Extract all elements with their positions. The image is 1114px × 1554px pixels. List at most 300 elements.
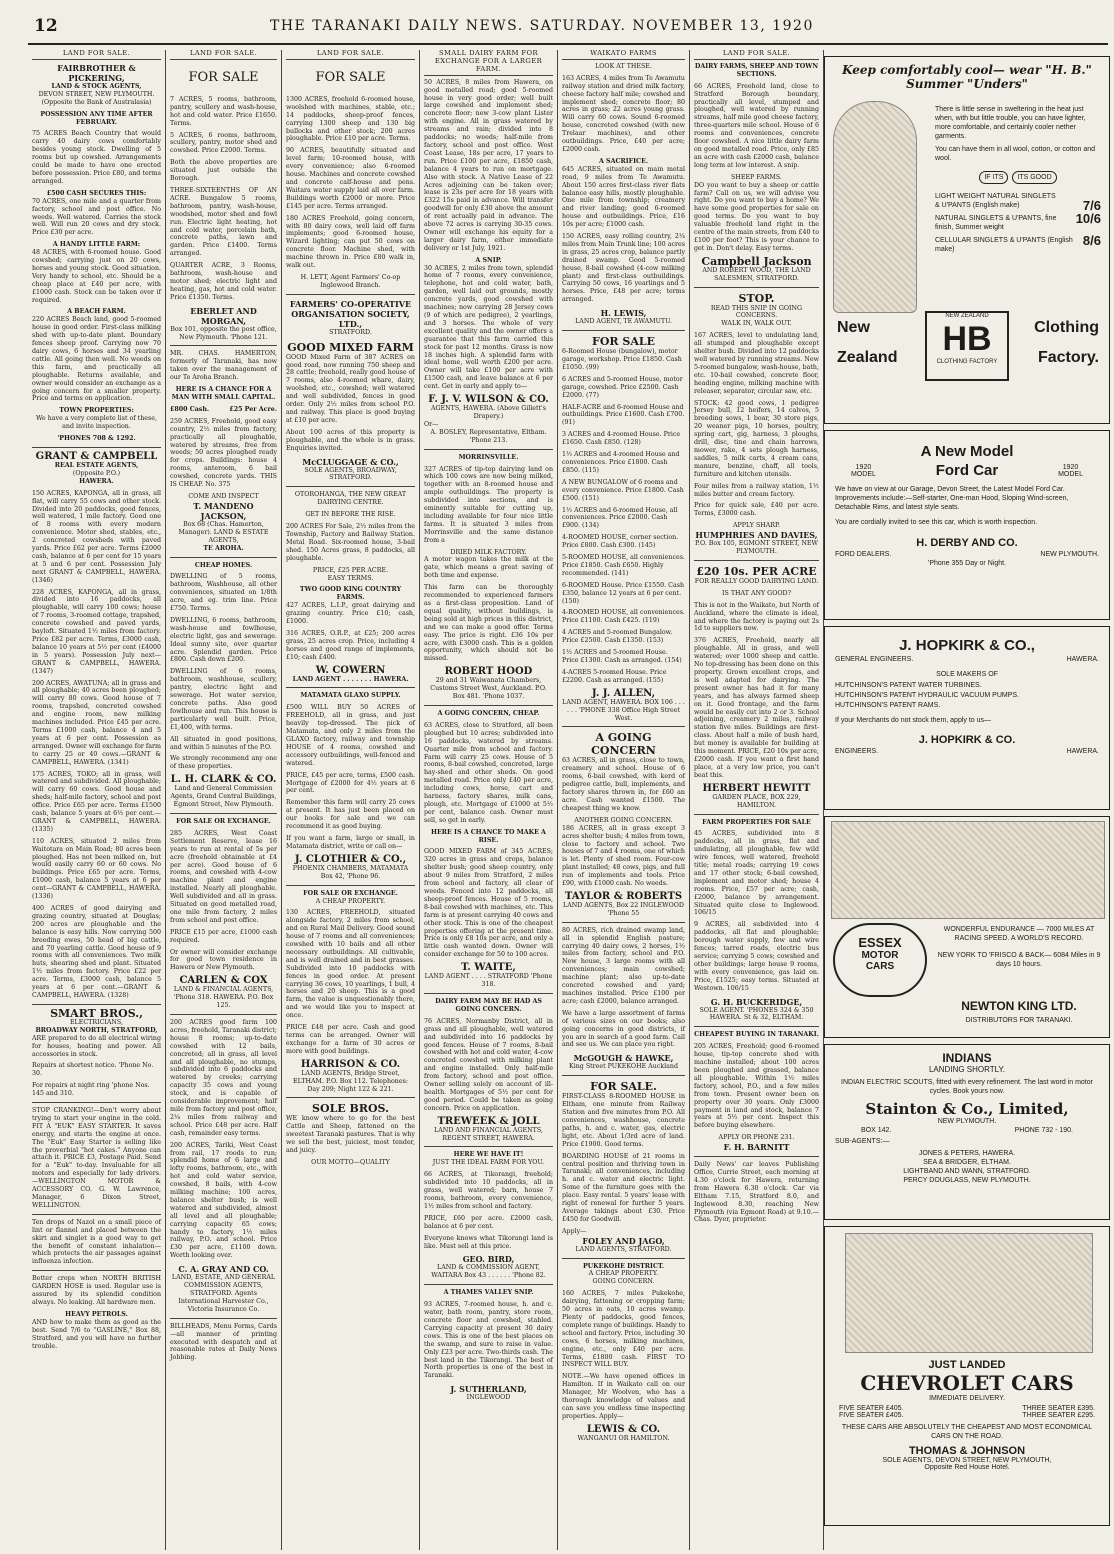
sub-agent: JONES & PETERS, HAWERA.: [918, 1150, 1016, 1157]
agent-address: LAND AND FINANCIAL AGENTS, REGENT STREET, HAWERA.: [434, 1126, 543, 1142]
agent-town: HAWERA.: [79, 477, 114, 485]
column-4: [420, 50, 558, 1550]
acre-price: £25 Per Acre.: [229, 405, 277, 413]
listing: 66 ACRES, Freehold land, close to Stratford Borough boundary, practically all level, stumped and ploughed, well watered by running streams, half mile good cheese factory, three-quarters mile school. House of 6 rooms and conveniences, concrete floor cowshed. A nice little dairy farm on good metalled road. Price, only £85 an acre with cash £2000 cash, balance long term at low interest. A snip.: [694, 82, 819, 169]
listing: This farm can be thoroughly recommended to experienced farmers as a first-class proposition. Land of equal quality, without buildings, is being sold at high prices in this district, and we can make a good offer. Terms easy. The price is right. £36 10s per acre, with £3000 cash. This is a golden opportunity, which should not be missed.: [424, 584, 553, 663]
listing: 645 ACRES, situated on main metal road, 9 miles from Te Awamutu. About 150 acres first-class river flats balance easy hills, mostly ploughable. One mile from township; creamery and river landing; good 6-roomed house and outbuildings. Price, £16 10s per acre; £1000 cash.: [562, 165, 685, 229]
logo-top: NEW ZEALAND: [945, 313, 989, 319]
divider: [286, 885, 415, 886]
price-row: [935, 233, 1101, 254]
agent-address: LAND & COMMISSION AGENT, WAITARA Box 43 . . . . . . 'Phone 82.: [431, 1264, 546, 1280]
headline: £500 CASH SECURES THIS:: [46, 189, 147, 197]
ad-headline: A New Model: [920, 443, 1014, 460]
ad-headline: Keep comfortably cool— wear "H. B." Summer "Unders": [842, 63, 1092, 91]
listing: STOP CRANKING!—Don't worry about trying to start your engine in the cold. FIT A "EUK" EASY STARTER. It saves energy, and starts the engine at once. The "Euk" Easy Starter is selling like the proverbial "hot cakes." Anyone can attach it. PRICE £3, Postage Paid. Send for a "Euk" to-day. Invaluable for all motors and especially for lady drivers.—WELLINGTON MOTOR & ACCESSORY CO. G. W. Lawrence, Manager, 6 Dixon Street, WELLINGTON.: [32, 1107, 161, 1209]
listing: GOOD MIXED FARM of 345 ACRES; 320 acres in grass and crops, balance shelter bush; good sheep country, only about 9 miles from Stratford, 2 miles from school and factory, all clear of weeds. Fenced into 12 paddocks, all sheep-proof fences. House of 5 rooms, 8-bail cowshed with machines, etc. This farm is at present carrying 40 cows and other stock. This is one of the cheapest properties offering at the present time. Price is only £8 10s per acre, and only a little cash wanted down. Owner will consider exchange for 50 to 100 acres.: [424, 848, 553, 959]
listing: 30 ACRES, 2 miles from town, splendid home of 7 rooms, every convenience, telephone, hot and cold water, bath, garden, well laid out grounds, mostly concrete yards, good cowshed with machines; now carrying 28 Jersey cows (9 of which are pedigree), 2 yearlings, and 3 horses. The whole of very excellent quality and the owner offers a guarantee that this farm carried this stock for past 12 months. Grass is now 18 inches high. A splendid farm with ideal home, well worth £200 per acre. Owner will take £100 per acre with £1500 cash, and leave balance at 6 per cent. Get in early and apply to—: [424, 264, 553, 391]
column-header: SMALL DAIRY FARM FOR EXCHANGE FOR A LARGER FARM.: [424, 50, 553, 76]
agent-name: TAYLOR & ROBERTS: [564, 890, 683, 902]
agent-address: DEVON STREET, NEW PLYMOUTH. (Opposite the Bank of Australasia): [38, 90, 155, 106]
ad-text: THESE CARS ARE ABSOLUTELY THE CHEAPEST AND MOST ECONOMICAL CARS ON THE ROAD.: [841, 1424, 1093, 1440]
agent-name: L. H. CLARK & CO.: [170, 774, 277, 786]
agent-name: McCLUGGAGE & CO.,: [302, 456, 399, 467]
listing: NOTE.—We have opened offices in Hamilton. If in Waikato call on our Manager, Mr Woolven, who has a thorough knowledge of values and can save you endless time inspecting properties. Apply—: [562, 1373, 685, 1420]
agent-address: 29 and 31 Waiwanata Chambers, Customs Street West, Auckland. P.O. Box 481. 'Phone 1037.: [430, 677, 547, 701]
listing: 400 ACRES of good dairying and grazing country, situated at Douglas; 200 acres are ploughable and the balance is easy hills. Now carrying 500 breeding ewes, 50 head of big cattle, and 70 yearling cattle. Good house of 9 rooms with all conveniences. Two milk huts, shearing shed and plant. Situated 1½ miles from factory. Price £22 per acre. Terms, £3000 cash, balance 5 years at 6 per cent.—GRANT & CAMPBELL, HAWERA. (1328): [32, 905, 161, 999]
price-row: [839, 1412, 1095, 1419]
headline: GOOD MIXED FARM: [287, 340, 414, 354]
divider: [170, 1014, 277, 1015]
ad-text: INDIAN ELECTRIC SCOUTS, fitted with every refinement. The last word in motor cycles. Book yours now.: [841, 1079, 1093, 1095]
listing: 327 ACRES of tip-top dairying land on which 100 cows are now being milked, together with an 8-roomed house and ample outbuildings. The property is subdivided into sections, and is eminently suitable for cutting up, including available for four nice little farms. It is situated 3 miles from Morrinsville and the same distance from a: [424, 465, 553, 544]
listing: 316 ACRES, O.R.P., at £25; 200 acres grass, 25 acres crop. Price, including 4 horses and good range of implements, £10; cash £400.: [286, 629, 415, 661]
hb-unders-ad: [824, 56, 1110, 424]
headline: HERE IS A CHANCE FOR A MAN WITH SMALL CAPITAL.: [171, 386, 276, 401]
agent-name: McGOUGH & HAWKE,: [573, 1053, 674, 1064]
headline: CHEAP HOMES.: [194, 561, 253, 569]
listing: Or owner will consider exchange for good town residence in Hawera or New Plymouth.: [170, 948, 277, 972]
divider: [562, 1258, 685, 1259]
column-6: [690, 50, 824, 1550]
listing: 4-ACRES 5-roomed House. Price £2200. Cash as arranged. (155): [562, 668, 667, 684]
listing: 1300 ACRES, freehold 6-roomed house, woolshed with machines, stable, etc.; 14 paddocks, sheep-proof fences, carrying 1300 sheep and 130 big bullocks and other stock; 200 acres ploughable. Price £10 per acre. Terms.: [286, 95, 415, 143]
firm-name: THOMAS & JOHNSON: [908, 1445, 1026, 1457]
listing: 6-ROOMED House. Price £1550. Cash £350, balance 12 years at 6 per cent. (150): [562, 581, 685, 605]
listing: We strongly recommend any one of these properties.: [170, 755, 277, 771]
agent-address: (Opposite P.O.): [72, 469, 121, 477]
sub-agent: LIGHTBAND AND WANN, STRATFORD.: [903, 1168, 1031, 1175]
listing: 150 ACRES, easy rolling country, 2¼ miles from Main Trunk line; 100 acres in grass, 25 acres crop, balance partly drained swamp. Good 5-roomed house, 8-bail cowshed (4-cow milking plant) and first-class outbuildings. Carrying 50 cows, 16 yearlings and 5 horses. Price, £48 per acre; terms arranged.: [562, 233, 685, 304]
headline: HERE IS A CHANCE TO MAKE A RISE.: [431, 828, 546, 844]
listing: 66 ACRES, at Tikorangi, freehold; subdivided into 10 paddocks, all in grass, well watered; barn, house 7 rooms, bathroom, every convenience, 1½ miles from school and factory.: [424, 1171, 553, 1210]
headline: STOP.: [738, 291, 775, 305]
logo-word: CARS: [865, 961, 895, 972]
headline: HEAVY PETROLS.: [65, 1310, 128, 1318]
agent-name: FOLEY AND JAGO,: [582, 1235, 665, 1246]
headline: FOR SALE OR EXCHANGE.: [303, 889, 398, 897]
agent-address: LAND AGENTS, STRATFORD.: [575, 1245, 672, 1253]
listing: About 100 acres of this property is ploughable, and the whole is in grass. Enquiries invited.: [286, 428, 415, 452]
ad-headline: CHEVROLET CARS: [860, 1371, 1074, 1395]
agent-sub: REAL ESTATE AGENTS,: [54, 461, 139, 469]
listing: FIRST-CLASS 8-ROOMED HOUSE in Eltham, one minute from Railway Station and five minutes from P.O. All conveniences, washhouse, concrete paths, h. and c. water, gas, electric light, etc. About 1/3rd acre of land. Price £1900. Good terms.: [562, 1093, 685, 1148]
ad-subhead: LANDING SHORTLY.: [928, 1065, 1006, 1074]
listing: DWELLING of 5 rooms, bathroom, Washhouse, all other conveniences, situated on 1/8th acre, and eg. trim line. Price £750. Terms.: [170, 573, 277, 613]
headline: ANOTHER GOING CONCERN.: [574, 816, 673, 824]
listing: ARE prepared to do all electrical wiring for houses, heating and power. All accessories in stock.: [32, 1034, 161, 1058]
cash-price: £800 Cash.: [170, 405, 210, 413]
listing: This is not in the Waikato, but North of Auckland, where the climate is ideal, and where the factory is paying out 2s 1d to suppliers now.: [694, 601, 819, 633]
divider: [562, 1075, 685, 1076]
listing: 80 ACRES, rich drained swamp land, all in splendid English pasture; carrying 40 dairy cows, 2 horses, 1½ miles from factory, school and P.O. New house, 3 large rooms with all conveniences; main cowshed; machine plant; also up-to-date concreted cowshed and yard; machines installed. Price £100 per acre; cash £2000, balance arranged.: [562, 926, 685, 1005]
agent-name: LEWIS & CO.: [586, 1423, 661, 1435]
year-block: [1058, 464, 1083, 478]
agent-address: SOLE AGENTS, BROADWAY, STRATFORD.: [304, 466, 397, 482]
listing: 70 ACRES, one mile and a quarter from factory, school and post office. No weeds. Well watered. Carries the stock well. Will run 20 cows and dry stock. Price £30 per acre.: [32, 197, 161, 237]
logo-bottom: CLOTHING FACTORY: [936, 359, 998, 365]
listing: 180 ACRES Freehold, going concern, with 80 dairy cows, well laid off farm implements; good 6-roomed house, Wizard lighting; can put 50 cows on concrete floor. Machine shed, with machine thrown in. Price £80 walk in, walk out.: [286, 214, 415, 270]
logo-word: MOTOR: [861, 950, 899, 961]
price-item: CELLULAR SINGLETS & U'PANTS (English make): [935, 237, 1073, 253]
listing: Daily News' car leaves Publishing Office, Currie Street, each morning at 4.30 o'clock for Hawera, returning from Hawera 6.30 o'clock. Car via Eltham 7.15, Stratford 8.0, and Inglewood 8.30, reaching New Plymouth (via Egmont Road) at 9.10.—Chas. Dyer, proprietor.: [694, 1161, 819, 1224]
agent-address: LAND AGENT . . . . . . . HAWERA.: [292, 675, 409, 683]
listing: 3 ACRES and 4-roomed House. Price £1650. Cash £850. (128): [562, 431, 681, 447]
agent-name: CARLEN & COX: [179, 975, 268, 987]
badge-right: ITS GOOD: [1012, 171, 1056, 184]
firm-address: Opposite Red House Hotel.: [924, 1464, 1010, 1471]
listing: We have a large assortment of farms of various sizes on our books; also going concerns in good districts, if you are in search of a good farm. Call and see us. We can place you right.: [562, 1009, 685, 1049]
listing: 76 ACRES, Normanby District, all in grass and all ploughable, well watered and subdivided into 16 paddocks by good fences. House of 7 rooms, 8-bail cowshed with hot and cold water, 4-cow concreted cowshed with milking plant and engine installed. Only half-mile from factory, school and post office. Owner selling solely on account of ill-health. Mortgages of 5½ per cent for good period. Could be taken as going concern. Price on application.: [424, 1017, 553, 1112]
firm-name: J. HOPKIRK & CO.: [918, 734, 1016, 746]
listing: 285 ACRES, West Coast Settlement Reserve, lease 16 years to run at rental of 5s per acre (freehold obtainable at £4 per acre). Good house of 6 rooms, and cowshed with 4-cow machine plant and engine installed. Nearly all ploughable. Well subdivided and all in grass. Situated on good metalled road, one mile from factory, 2 miles from school and post office.: [170, 829, 277, 924]
divider: [32, 1004, 161, 1005]
agent-name: J. CLOTHIER & CO.,: [294, 853, 407, 865]
agent-sub: LAND & STOCK AGENTS,: [51, 82, 142, 90]
divider: [562, 922, 685, 923]
divider: [694, 287, 819, 288]
ad-body: [935, 105, 1101, 254]
ad-text: We have on view at our Garage, Devon Street, the Latest Model Ford Car. Improvements include:—Self-starter, One-man Hood, Sloping Wind-screen, Detachable Rims, and latest style seats.: [835, 486, 1069, 511]
divider: [424, 1146, 553, 1147]
product-line: HUTCHINSON'S PATENT HYDRAULIC VACUUM PUMPS.: [835, 692, 1020, 699]
listing: Four miles from a railway station, 1½ miles butter and cream factory.: [694, 482, 819, 498]
ford-car-ad: [824, 430, 1110, 620]
divider: [424, 705, 553, 706]
advertisement-column: [824, 56, 1110, 1550]
listing: 45 ACRES, subdivided into 8 paddocks, all in grass, flat and undulating, all ploughable, few wild wire fences, well watered, freehold title; metal roads; carrying 19 cows and 17 other stock; 6-bail cowshed, implement and motor shed; house 4 rooms. Price, £57 per acre; cash, £2000, balance by arrangement. Situated quite close to Inglewood. 106/15: [694, 830, 819, 917]
essex-logo: [833, 923, 927, 997]
headline: DAIRY FARMS, SHEEP AND TOWN SECTIONS.: [694, 62, 819, 78]
agent-name: GEO. BIRD,: [462, 1254, 515, 1265]
apply-line: APPLY OR PHONE 231.: [718, 1134, 795, 1142]
column-2: [166, 50, 282, 1550]
ad-word: Clothing: [1034, 319, 1099, 336]
agent-address: A. BOSLEY, Representative, Eltham. 'Phone 213.: [430, 428, 547, 444]
ad-word: New: [837, 319, 870, 336]
listing: DWELLING, 6 rooms, bathroom, wash-house and fowlhouse, electric light, gas and sewerage. Ideal sunny site, over quarter acre. Splendid garden. Price £800. Cash down £200.: [170, 616, 277, 664]
headline: FOR SALE.: [590, 1080, 657, 1094]
listing: 175 ACRES, TOKO; all in grass, well watered and subdivided. All ploughable; will carry 60 cows. Good house and sheds; half-mile factory, school and post office. Price £65 per acre. Terms £1500 cash, balance 5 years at 6½ per cent.—GRANT & CAMPBELL, HAWERA. (1335): [32, 770, 161, 833]
firm-town: HAWERA.: [1066, 656, 1099, 663]
listing: 63 ACRES, all in grass, close to town, creamery and school. House of 6 rooms, 6-bail cowshed, with kerd of pedigree cattle, bull, implements, and factory shares thrown in, for £60 an acre. Cash wanted £1500. The cheapest thing we know.: [562, 757, 685, 812]
listing: 4-ROOMED HOUSE, corner section. Price £800. Cash £300. (145): [562, 534, 679, 550]
ad-headline: JUST LANDED: [928, 1359, 1006, 1371]
divider: [694, 1026, 819, 1027]
headline: POSSESSION ANY TIME AFTER FEBRUARY.: [40, 110, 153, 126]
agent-address: LAND AGENTS, Bridge Street, ELTHAM. P.O. Box 112. Telephones: Day 209; Night 122 & 221.: [293, 1069, 408, 1093]
terms-line: EASY TERMS.: [327, 574, 374, 582]
hb-badge: [935, 171, 1101, 184]
headline: HERE WE HAVE IT!: [453, 1151, 524, 1159]
listing: 200 ACRES For Sale, 2½ miles from the Township, Factory and Railway Station. Metal Road. Six-roomed house, 3-bail shed. 150 Acres grass, 8 paddocks, all ploughable.: [286, 523, 415, 562]
touring-car-illustration: [831, 821, 1105, 919]
headline: A CHEAP PROPERTY.: [315, 897, 386, 905]
listing: STOCK: 42 good cows, 1 pedigree Jersey bull, 12 heifers, 14 calves, 5 breeding sows, 1 boar, 30 store pigs, 20 weaner pigs, 10 horses, poultry, spring cart, gig, harness, 3 ploughs, drill, disc, tine and chain harrows, mower, rake, 4 sets plough harness, saddles, 5 milk carts, 4 cream cans, manure, benzine, chaff, all tools, furniture and kitchen utensils.: [694, 399, 819, 478]
listing: 5 ACRES, 6 rooms, bathroom, scullery, pantry, motor shed and cowshed. Price £2000. Terms.: [170, 131, 277, 155]
sub-agents-list: [831, 1149, 1103, 1185]
dealer-town: NEW PLYMOUTH.: [1040, 551, 1099, 558]
divider: [170, 345, 277, 346]
divider: [170, 813, 277, 814]
divider: [286, 294, 415, 295]
agent-name: H. LEWIS,: [600, 308, 647, 319]
agent-name: HERBERT HEWITT: [702, 782, 811, 794]
agent-or: Or—: [424, 420, 439, 428]
dealer-label: FORD DEALERS.: [835, 551, 892, 558]
divider: [32, 1102, 161, 1103]
headline: MORRINSVILLE.: [458, 453, 519, 461]
headline: PUKEKOHE DISTRICT.: [582, 1262, 665, 1270]
agent-name: C. A. GRAY AND CO.: [178, 1264, 269, 1275]
firm-row: [835, 656, 1099, 663]
agent-address: Land and General Commission Agents, Grand Central Buildings, Egmont Street, New Plymouth.: [170, 785, 277, 809]
headline: A CHEAP PROPERTY.: [588, 1270, 659, 1278]
headline: READ THIS SNIP IN GOING CONCERNS.: [710, 304, 803, 320]
page-number: 12: [34, 16, 58, 36]
firm-label: ENGINEERS.: [835, 748, 879, 755]
column-header: LAND FOR SALE.: [32, 50, 161, 60]
agent-name: W. COWERN: [315, 664, 386, 676]
price-item: THREE SEATER £395.: [1022, 1405, 1095, 1412]
listing: MR. CHAS. HAMERTON, formerly of Taranaki, has now taken over the management of our Te Aroha Branch.: [170, 350, 277, 382]
listing: THREE-SIXTEENTHS OF AN ACRE. Bungalow 5 rooms, bathroom, pantry, wash-house, woodshed, motor shed and fowl run. Electric light heating, hot and cold water, porcelain bath, concrete paths, lawn and garden. Price £1400. Terms arranged.: [170, 186, 277, 258]
listing: 163 ACRES, 4 miles from Te Awamutu railway station and dried milk factory, cheese factory half mile; cowshed and implement shed; concrete floor; 80 acres in grass; 22 acres young grass. Will carry 60 cows. Sound 6-roomed house, concreted cowshed (with new Trelaar machines), and other outbuildings. Price, £40 per acre; £2000 cash.: [562, 74, 685, 153]
indian-motorcycle-ad: [824, 1044, 1110, 1220]
headline: TWO GOOD KING COUNTRY FARMS.: [299, 586, 402, 602]
agent-address: SOLE AGENT. 'PHONES 324 & 350 HAWERA. St & 32, ELTHAM.: [699, 1006, 814, 1022]
agent-address: LAND AGENT . . . . STRATFORD 'Phone 318.: [424, 973, 553, 989]
listing: 259 ACRES, Freehold, good easy country, 2½ miles from factory, practically all ploughable, watered by streams, free from weeds; 50 acres ploughed ready for crops. Buildings: house 4 rooms, anteroom, 6 bail cowshed, concrete yards. THIS IS CHEAP. No. 375: [170, 417, 277, 489]
ad-text: SOLE MAKERS OF: [936, 671, 998, 678]
agent-name: G. H. BUCKERIDGE,: [710, 996, 803, 1007]
price-item: & U'PANTS (English make): [935, 202, 1020, 209]
listing: 93 ACRES, 7-roomed house, h. and c. water, bath room, pantry, store room, concrete floor and cowshed, stabled. Carrying capacity at present 30 dairy cows. This is one of the best places on the swamp, and sure to raise in value. Only £23 per acre. Two-thirds cash. The best land in the Tikorangi. The best of North properties is one of the best in Taranaki.: [424, 1301, 553, 1380]
ad-text: If your Merchants do not stock them, apply to us—: [835, 717, 992, 724]
headline: A THAMES VALLEY SNIP.: [443, 1289, 534, 1297]
divider: [32, 1214, 161, 1215]
chevrolet-car-illustration: [845, 1233, 1093, 1353]
listing: 200 ACRES, Tariki, West Coast from rail, 17 roods to run; splendid home of 6 large and lofty rooms, bathroom, etc., with hot and cold water service, cowshed, 8 bails, with 4-cow milking machine; 100 acres, balance shelter bush; is well watered and subdivided, almost all level and all ploughable; carrying capacity 65 cows; handy to factory, 1½ miles railway, P.O. and school. Price £30 per acre, £1100 down. Worth looking over.: [170, 1141, 277, 1260]
ad-word: Zealand: [837, 349, 898, 366]
divider: [286, 687, 415, 688]
divider: [424, 993, 553, 994]
column-header: LAND FOR SALE.: [694, 50, 819, 60]
divider: [32, 447, 161, 448]
price-line: LIGHT WEIGHT NATURAL SINGLETS: [935, 193, 1056, 200]
listing: We have a very complete list of these, and invite inspection.: [36, 415, 157, 431]
listing: Both the above properties are situated just outside the Borough.: [170, 159, 277, 183]
listing: 4-ROOMED HOUSE, all conveniences. Price £1100. Cash £425. (119): [562, 609, 685, 625]
agent-address: GARDEN PLACE, BOX 229, HAMILTON.: [712, 793, 801, 809]
ad-text: IMMEDIATE DELIVERY.: [929, 1395, 1005, 1402]
divider: [424, 449, 553, 450]
firm-label: GENERAL ENGINEERS.: [835, 656, 914, 663]
firm-town: NEW PLYMOUTH.: [937, 1118, 997, 1125]
listing: 1½ ACRES and 5-roomed House. Price £1300. Cash as arranged. (154): [562, 649, 682, 664]
listing: 1½ ACRES and 6-roomed House, all conveniences. Price £2000. Cash £900. (134): [562, 506, 678, 530]
agent-town: WANGANUI OR HAMILTON.: [577, 1434, 670, 1442]
listing: Ten drops of Nazol on a small piece of lint or flannel and placed between the skirt and singlet is a good way to get the benefit of constant inhalation—which protects the air passages against influenza infection.: [32, 1218, 161, 1266]
divider: [562, 726, 685, 727]
headline: DRIED MILK FACTORY.: [450, 548, 527, 556]
agent-address: AND ROBERT WOOD, THE LAND SALESMEN, STRATFORD.: [702, 266, 811, 282]
column-5: [558, 50, 690, 1550]
ad-text: WONDERFUL ENDURANCE — 7000 MILES AT RACING SPEED. A WORLD'S RECORD.: [943, 926, 1095, 942]
distributor-label: DISTRIBUTORS FOR TARANAKI.: [965, 1017, 1073, 1024]
agent-name: ROBERT HOOD: [444, 666, 533, 678]
headline: SHEEP FARMS.: [731, 173, 782, 181]
price-item: FIVE SEATER £405.: [839, 1405, 904, 1412]
agent-address: LAND, ESTATE, AND GENERAL COMMISSION AGENTS, STRATFORD. Agents International Harvester Co., Victoria Insurance Co.: [171, 1274, 276, 1313]
listing: 186 ACRES, all in grass except 3 acres shelter bush; 4 miles from town, close to factory and school. Two houses of 7 and 4 rooms, one of which is let. Plenty of shed room. Four-cow plant installed; 48 cows, pigs, and full run of implements and tools. Price £90, with £1000 cash. No weeds.: [562, 824, 685, 888]
headline: LOOK AT THESE.: [595, 62, 652, 70]
divider: [694, 1156, 819, 1157]
listing: 200 ACRES good farm 100 acres, freehold, Taranaki district; house 8 rooms; up-to-date cowshed with 12 bails, concreted; all in grass, all level and all ploughable, no stumps, subdivided into 6 paddocks and watered by creeks; carrying capacity 35 cows and young stock, and is capable of considerable improvement; half mile from factory and post office, 2¼ miles from railway and school. Price £48 per acre. Half cash, remainder easy terms.: [170, 1019, 277, 1137]
ad-headline: Ford Car: [935, 462, 999, 479]
price-row: [935, 198, 1101, 213]
ad-text: You can have them in all wool, cotton, or cotton and wool.: [935, 146, 1096, 162]
headline: A SNIP.: [475, 256, 502, 264]
phone-line: 'PHONES 708 & 1292.: [57, 435, 136, 443]
sub-agent: PERCY DOUGLASS, NEW PLYMOUTH.: [903, 1177, 1031, 1184]
headline: DAIRY FARM MAY BE HAD AS GOING CONCERN.: [435, 997, 542, 1013]
headline: A GOING CONCERN, CHEAP.: [437, 709, 540, 717]
headline: MATAMATA GLAXO SUPPLY.: [300, 692, 401, 700]
listing: 205 ACRES, Freehold; good 6-roomed house, tip-top concrete shed with machine installed; about 100 acres been ploughed and grassed, balance all ploughable. Within 1½ miles factory, school, P.O., and a few miles from town. Present owner been on property over 30 years. Only £3000 payment in land and stock, balance 7 years at 5½ per cent. Inspect this before buying elsewhere.: [694, 1043, 819, 1130]
agent-town: STRATFORD.: [329, 328, 372, 336]
headline: JUST THE IDEAL FARM FOR YOU.: [432, 1159, 545, 1167]
listing: For repairs at night ring 'phone Nos. 145 and 310.: [32, 1082, 150, 1098]
motto: OUR MOTTO—QUALITY: [311, 1158, 390, 1166]
ad-word: Factory.: [1037, 349, 1099, 366]
agent-town: INGLEWOOD: [466, 1394, 511, 1402]
price-row: [935, 211, 1101, 232]
listing: AND how to make them as good as the best. Send 7/6 to "GASLINE," Box 88, Stratford, and you will have no further trouble.: [32, 1318, 161, 1350]
hb-logo: [925, 311, 1009, 381]
agent-name: T. WAITE,: [461, 962, 516, 974]
agent-sub: ELECTRICIANS,: [69, 1018, 124, 1026]
agent-name: H. LETT, Agent Farmers' Co-op Inglewood Branch.: [300, 273, 401, 289]
listing: 150 ACRES, KAPONGA, all in grass, all flat, will carry 55 cows and other stock. Divided into 20 paddocks, good fences, well watered, 1 mile factory. Good one of 8 rooms with every modern convenience. Motor shed, stables, etc., 2 concreted cowsheds with paved yards. Price £62 per acre. Terms £2000 cash, balance at 6 per cent for 15 years at 5 and 6 per cent. Possession July next GRANT & CAMPBELL, HAWERA. (1346): [32, 489, 161, 584]
newspaper-title: THE TARANAKI DAILY NEWS. SATURDAY. NOVEMBER 13, 1920: [270, 18, 814, 34]
firm-town: HAWERA.: [1066, 748, 1099, 755]
headline: OTOROHANGA, THE NEW GREAT DAIRYING CENTRE.: [294, 491, 407, 507]
sub-agent: SEA & BRIDGER, ELTHAM.: [923, 1159, 1011, 1166]
headline: TOWN PROPERTIES:: [59, 407, 134, 415]
product-line: HUTCHINSON'S PATENT RAMS.: [835, 702, 941, 709]
headline: FOR REALLY GOOD DAIRYING LAND.: [694, 577, 819, 585]
price-row: [170, 406, 277, 414]
listing: A NEW BUNGALOW of 6 rooms and every convenience. Price £1800. Cash £500. (151): [562, 478, 684, 502]
divider: [694, 814, 819, 815]
listing: 220 ACRES Beach land, good 5-roomed house in good order. First-class milking shed with up-to-date plant. Boundary fences sheep proof. Carrying now 70 dairy cows, 6 horses and 34 yearling cattle. All going then well. No weeds on this farm, and practically all ploughable. Returns available, and owner would consider an exchange as a going concern for a smaller property. Price and terms on application.: [32, 316, 161, 403]
masthead-rule: [28, 43, 1108, 45]
product-line: HUTCHINSON'S PATENT WATER TURBINES.: [835, 682, 982, 689]
agent-address: P.O. Box 105, EGMONT STREET, NEW PLYMOUTH.: [694, 540, 818, 556]
listing: Remember this farm will carry 25 cows at present. It has just been placed on our books for sale and we can recommend it as good buying.: [286, 799, 415, 831]
listing: GOOD Mixed Farm of 387 ACRES on good road, now running 750 sheep and 28 cattle; freehold, really good house of 7 rooms, also 4-roomed whare, dairy, woolshed, etc., cowshed; well watered and well subdivided, fences in good order. Only 2½ miles from school P.O. and railway. This place is good buying at £10 per acre.: [286, 353, 415, 424]
listing: 6-Roomed House (bungalow), motor garage, workshop. Price £1850. Cash £1050. (99): [562, 348, 682, 371]
logo-letters: HB: [942, 320, 992, 358]
divider: [424, 1284, 553, 1285]
agent-address: LAND & FINANCIAL AGENTS, 'Phone 318. HAWERA. P.O. Box 125.: [173, 986, 274, 1010]
headline: CHEAPEST BUYING IN TARANAKI.: [694, 1031, 819, 1039]
agent-name: SMART BROS.,: [50, 1006, 143, 1020]
listing: PRICE £15 per acre, £1000 cash required.: [170, 928, 277, 944]
listing: If you want a farm, large or small, in Matamata district, write or call on—: [286, 834, 415, 850]
ford-title-row: [851, 462, 1083, 479]
agent-address: LAND AGENT, TE AWAMUTU.: [575, 318, 672, 326]
price-item: NATURAL SINGLETS & U'PANTS, fine finish, Summer weight: [935, 215, 1057, 231]
price-line: PRICE, £25 PER ACRE.: [312, 566, 389, 574]
listing: 1½ ACRES and 4-roomed House and conveniences. Price £1800. Cash £850. (115): [562, 451, 680, 474]
phone-line: 'Phone 355 Day or Night.: [928, 560, 1006, 567]
listing: 4 ACRES and 5-roomed Bungalow. Price £2500. Cash £1350. (153): [562, 629, 673, 645]
chevrolet-ad: [824, 1226, 1110, 1526]
agent-name: T. MANDENO JACKSON,: [193, 500, 254, 521]
agent-address: AGENTS, HAWERA. (Above Gillett's Drapery.): [430, 405, 547, 420]
price-value: 8/6: [1082, 233, 1101, 248]
column-header: LAND FOR SALE.: [286, 50, 415, 60]
year: 1920: [855, 463, 872, 471]
listing: PRICE £48 per acre. Cash and good terms can be arranged. Owner will exchange for a farm of 30 acres or more with good buildings.: [286, 1024, 415, 1055]
listing: 9 ACRES, all subdivided into 4 paddocks, all flat and ploughable; borough water supply, few and wire fences; tarred roads, electric bus service; carrying 5 cows; cowshed and other buildings; large house 9 rooms, with every convenience, gas laid on. Price, £1525; easy terms. Situated at Westown. 106/15: [694, 921, 819, 992]
listing: A motor wagon takes the milk at the gate, which means a great saving of both time and expense.: [424, 556, 553, 580]
agent-name: F. H. BARNITT: [723, 1142, 790, 1153]
listing: Everyone knows what Tikorangi land is like. Must sell at this price.: [424, 1234, 553, 1250]
year: 1920: [1062, 463, 1079, 471]
price-item: THREE SEATER £295.: [1022, 1412, 1095, 1419]
headline: £20 10s. PER ACRE: [696, 564, 817, 578]
ad-text: There is little sense in sweltering in the heat just when, with but little trouble, you can have lighter, more comfortable, and certainly cooler nether garments.: [935, 106, 1086, 140]
headline: GOING CONCERN.: [592, 1278, 655, 1286]
agent-address: Box 68 (Chas. Hamerton, Manager). LAND & ESTATE AGENTS,: [178, 520, 269, 544]
dealer-row: [835, 551, 1099, 558]
divider: [170, 1318, 277, 1319]
divider: [562, 330, 685, 331]
agent-name: HUMPHRIES AND DAVIES,: [695, 530, 818, 541]
listing: 5-ROOMED HOUSE, all conveniences. Price £1850. Cash £650. Highly recommended. (141): [562, 554, 685, 577]
price-row: [839, 1405, 1095, 1412]
listing: 130 ACRES, FREEHOLD, situated alongside factory, 2 miles from school, and on Rural Mail Delivery. Good sound house of 7 rooms and all conveniences; cowshed with 10 bails and all other necessary outbuildings. All cultivable, and is well drained and in best grasses. Subdivided into 10 paddocks with fences in good order. At present carrying 36 cows, 10 yearlings, 1 bull, 4 horses and 20 sheep. This is a good farm, the value is unquestionably there, and we would like you to inspect at once.: [286, 909, 415, 1020]
ad-headline: INDIANS: [942, 1051, 992, 1065]
badge-left: IF ITS: [979, 171, 1008, 184]
agent-address: LAND AGENT, HAWERA. BOX 106 . . . . . . 'PHONE 338 Office High Street West.: [562, 698, 685, 722]
firm-row: [835, 748, 1099, 755]
listing: 6 ACRES and 5-roomed House, motor garage, cowshed. Price £2500. Cash £2000. (77): [562, 375, 683, 399]
headline: COME AND INSPECT: [188, 492, 259, 500]
headline: FOR SALE: [592, 335, 655, 349]
divider: [170, 557, 277, 558]
listing: 90 ACRES, beautifully situated and level farm; 10-roomed house, with every convenience; also 6-roomed house. Machines and concrete cowshed and concrete calf-house and pens. Waitara water supply laid all over farm. Buildings worth £2000 or more. Price £145 per acre. Terms arranged.: [286, 147, 415, 210]
contact-row: [861, 1127, 1073, 1134]
column-1: [28, 50, 166, 1550]
listing: 376 ACRES, Freehold, nearly all ploughable. All in grass, and well watered; over 1000 sheep and cattle. No top-dressing has been done on this property. Grown excellent crops, and is well adapted for dairying. The present owner has had it for many years, and has always farmed sheep on it. Good frontage, and the farm would be easily cut into 2 or 3. School adjoining, creamery 2 miles, railway station five miles. Buildings are first-class. About half a mile of bush hard, but money is available for building at this moment. PRICE, £20 10s per acre, £2000 cash. If you want a first hand place, at a very low price, you can't beat this.: [694, 637, 819, 779]
listing: DWELLING of 6 rooms, bathroom, washhouse, scullery, pantry, electric light and sewerage. Hot water service, concrete paths. Also good fowlhouse and run. This house is particularly well built. Price, £1,400, with terms.: [170, 668, 277, 731]
headline: A SACRIFICE.: [598, 157, 649, 165]
listing: HALF-ACRE and 6-roomed House and outbuildings. Price £1600. Cash £700. (91): [562, 403, 685, 427]
model: MODEL: [851, 470, 876, 478]
listing: 50 ACRES, 8 miles from Hawera, on good metalled road; good 5-roomed house in very good order; well built large cowshed and implement shed; concrete floor; new 3-cow plant Lister with engine. All in grass watered by streams and rain; divided into 8 paddocks; no weeds; half-mile from factory, school and post office. West Coast Lease, 18s per acre, 17 years to run. Price £100 per acre, £1850 cash, balance 4 years to run on mortgage. Also with stock. A Native Lease of 22 Acres adjoining can be taken over; lease is 23s per acre for 18 years with £322 15s paid in advance. Will transfer goodwill for only £30 above the amount of rent actually paid in advance. The above 72 acres is carrying 30-35 cows. Owner will exchange his equity for a larger dairy farm, either immediate delivery or 1st July, 1921.: [424, 78, 553, 252]
listing: 228 ACRES, KAPONGA, all in grass, divided into 16 paddocks, all ploughable, will carry 100 cows; house of 7 rooms, 3-roomed cottage, trapshed, concrete cowshed and paved yards, bayloft. Situated 1½ miles from factory. Price £82 per acre. Terms, £3000 cash, balance 10 years at 5½ per cent (£4000 in 5 years). Possession July next—GRANT & CAMPBELL, HAWERA. (1347): [32, 588, 161, 675]
agent-name: FARMERS' CO-OPERATIVE ORGANISATION SOCIETY, LTD.,: [289, 298, 412, 329]
masthead: [0, 0, 1114, 40]
listing: BOARDING HOUSE of 21 rooms in central position and thriving town in Taranaki; all conveniences, including h. and c. water and electric light. Some of the furniture goes with the place. Easy rental. 5 years' lease with right of renewal for further 5 years. Average takings about £30. Price £450 for Goodwill.: [562, 1152, 685, 1223]
price-item: FIVE SEATER £405.: [839, 1412, 904, 1419]
agent-name: HARRISON & CO.: [300, 1058, 401, 1070]
year-block: [851, 464, 876, 478]
column-header: WAIKATO FARMS: [562, 50, 685, 60]
